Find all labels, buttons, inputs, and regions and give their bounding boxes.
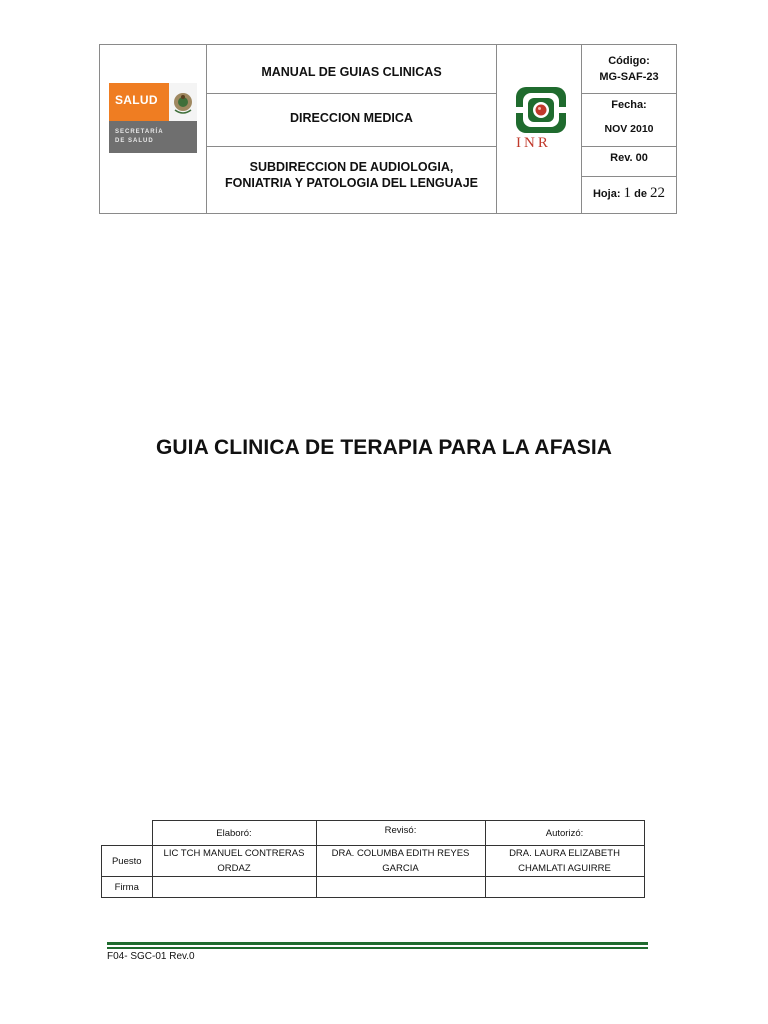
salud-logo-line2: DE SALUD — [115, 138, 154, 144]
document-header — [99, 44, 677, 214]
revision: Rev. 00 — [582, 147, 676, 177]
direction-title: DIRECCION MEDICA — [207, 94, 496, 147]
salud-logo-brand: SALUD — [115, 93, 158, 107]
date-label: Fecha: — [611, 99, 647, 111]
date-value: NOV 2010 — [604, 123, 654, 135]
puesto-elaboro — [152, 846, 316, 877]
firma-reviso — [316, 877, 485, 898]
header-title-cell — [207, 45, 497, 213]
table-row — [102, 877, 645, 898]
signature-table — [101, 820, 645, 898]
subdirection-line2: FONIATRIA Y PATOLOGIA DEL LENGUAJE — [224, 176, 479, 190]
inr-logo — [514, 85, 568, 135]
table-row — [102, 821, 645, 846]
sheet-of: de — [634, 188, 647, 200]
puesto-autorizo-line1: DRA. LAURA ELIZABETH — [509, 848, 620, 859]
inr-emblem-icon — [514, 85, 568, 135]
date-block — [582, 94, 676, 147]
puesto-reviso-line2: GARCIA — [382, 863, 419, 874]
salud-logo-cell — [100, 45, 207, 213]
footer-code: F04- SGC-01 Rev.0 — [107, 951, 195, 962]
puesto-autorizo-line2: CHAMLATI AGUIRRE — [518, 863, 611, 874]
document-meta-cell — [582, 45, 676, 213]
header-elaboro: Elaboró: — [152, 821, 316, 846]
code-value: MG-SAF-23 — [599, 71, 659, 83]
sheet-label: Hoja: — [592, 188, 621, 200]
puesto-reviso-line1: DRA. COLUMBA EDITH REYES — [331, 848, 470, 859]
sheet-current: 1 — [623, 185, 632, 201]
mexico-eagle-icon — [169, 83, 197, 121]
firma-label: Firma — [102, 877, 153, 898]
header-autorizo: Autorizó: — [485, 821, 644, 846]
subdirection-title — [207, 147, 496, 213]
sheet-total: 22 — [650, 185, 666, 201]
salud-logo-line1: SECRETARÍA — [115, 129, 164, 135]
puesto-label: Puesto — [102, 846, 153, 877]
inr-logo-cell — [497, 45, 582, 213]
puesto-elaboro-line1: LIC TCH MANUEL CONTRERAS — [163, 848, 305, 859]
footer-divider — [107, 942, 648, 949]
table-corner — [102, 821, 153, 846]
salud-logo — [109, 83, 197, 153]
firma-elaboro — [152, 877, 316, 898]
puesto-autorizo — [485, 846, 644, 877]
code-block — [582, 45, 676, 94]
manual-title: MANUAL DE GUIAS CLINICAS — [207, 45, 496, 94]
puesto-reviso — [316, 846, 485, 877]
code-label: Código: — [608, 55, 650, 67]
table-row — [102, 846, 645, 877]
inr-logo-text: INR — [516, 135, 551, 151]
subdirection-line1: SUBDIRECCION DE AUDIOLOGIA, — [249, 160, 454, 174]
sheet-number — [582, 177, 676, 213]
puesto-elaboro-line2: ORDAZ — [217, 863, 251, 874]
firma-autorizo — [485, 877, 644, 898]
header-reviso: Revisó: — [316, 821, 485, 846]
document-title: GUIA CLINICA DE TERAPIA PARA LA AFASIA — [155, 436, 613, 459]
